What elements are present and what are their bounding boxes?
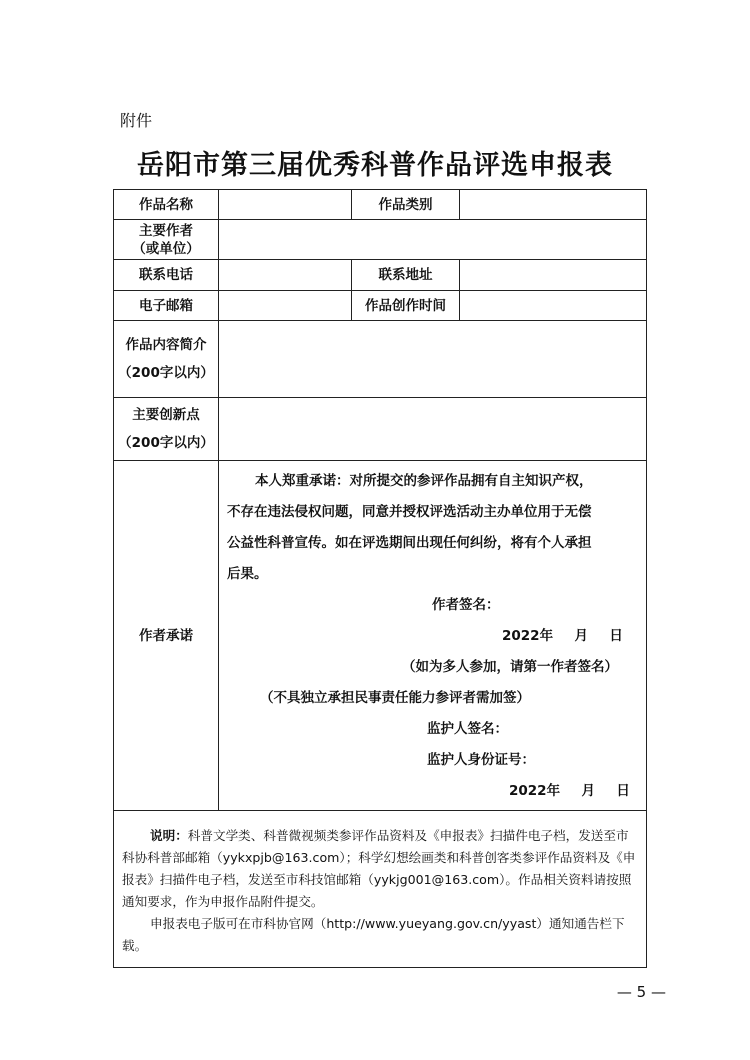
attachment-label: 附件 (120, 111, 153, 130)
innovation-label (114, 398, 219, 461)
summary-label-line2: （200字以内） (118, 365, 214, 381)
email-field[interactable] (219, 291, 352, 321)
multi-author-note: （如为多人参加，请第一作者签名） (402, 659, 618, 675)
creation-time-label: 作品创作时间 (352, 291, 460, 321)
innovation-label-line2: （200字以内） (118, 435, 214, 451)
guardian-requirement-note: （不具独立承担民事责任能力参评者需加签） (260, 690, 530, 706)
innovation-label-line1: 主要创新点 (132, 407, 200, 423)
author-signature-label: 作者签名： (432, 597, 500, 613)
form-title: 岳阳市第三届优秀科普作品评选申报表 (137, 150, 613, 181)
work-category-label: 作品类别 (352, 190, 460, 220)
pledge-text-line2: 不存在违法侵权问题，同意并授权评选活动主办单位用于无偿 (227, 504, 592, 520)
pledge-cell (219, 461, 647, 811)
pledge-text-line3: 公益性科普宣传。如在评选期间出现任何纠纷，将有个人承担 (227, 535, 592, 551)
innovation-field[interactable] (219, 398, 647, 461)
pledge-label: 作者承诺 (114, 461, 219, 811)
author-sign-date: 2022年 月 日 (502, 628, 623, 644)
main-author-label (114, 220, 219, 260)
instructions-label: 说明： (150, 828, 188, 843)
creation-time-field[interactable] (460, 291, 647, 321)
main-author-field[interactable] (219, 220, 647, 260)
pledge-text-line4: 后果。 (227, 566, 268, 582)
application-form-table (113, 189, 647, 968)
main-author-label-line2: （或单位） (132, 240, 200, 257)
phone-field[interactable] (219, 260, 352, 291)
guardian-id-label: 监护人身份证号： (427, 752, 535, 768)
phone-label: 联系电话 (114, 260, 219, 291)
main-author-label-line1: 主要作者 (139, 222, 193, 239)
instructions-para2: 申报表电子版可在市科协官网（http://www.yueyang.gov.cn/yyast）通知通告栏下载。 (122, 916, 625, 953)
summary-label (114, 321, 219, 398)
email-label: 电子邮箱 (114, 291, 219, 321)
instructions-cell (114, 811, 647, 968)
page-number: — 5 — (616, 983, 666, 1001)
work-name-field[interactable] (219, 190, 352, 220)
address-label: 联系地址 (352, 260, 460, 291)
work-category-field[interactable] (460, 190, 647, 220)
guardian-signature-label: 监护人签名： (427, 721, 508, 737)
guardian-sign-date: 2022年 月 日 (509, 783, 630, 799)
pledge-text-line1: 本人郑重承诺：对所提交的参评作品拥有自主知识产权， (255, 473, 593, 489)
summary-label-line1: 作品内容简介 (125, 337, 207, 353)
address-field[interactable] (460, 260, 647, 291)
summary-field[interactable] (219, 321, 647, 398)
instructions-text1: 科普文学类、科普微视频类参评作品资料及《申报表》扫描件电子档，发送至市科协科普部邮箱（yykxpjb@163.com）；科学幻想绘画类和科普创客类参评作品资料及《申报表》扫描件电子档，发送至市科技馆邮箱（yykjg001@163.com）。作品相关资料请按照通知要求，作为申报作品附件提交。 (122, 828, 636, 909)
instructions-para1 (122, 825, 638, 913)
work-name-label: 作品名称 (114, 190, 219, 220)
